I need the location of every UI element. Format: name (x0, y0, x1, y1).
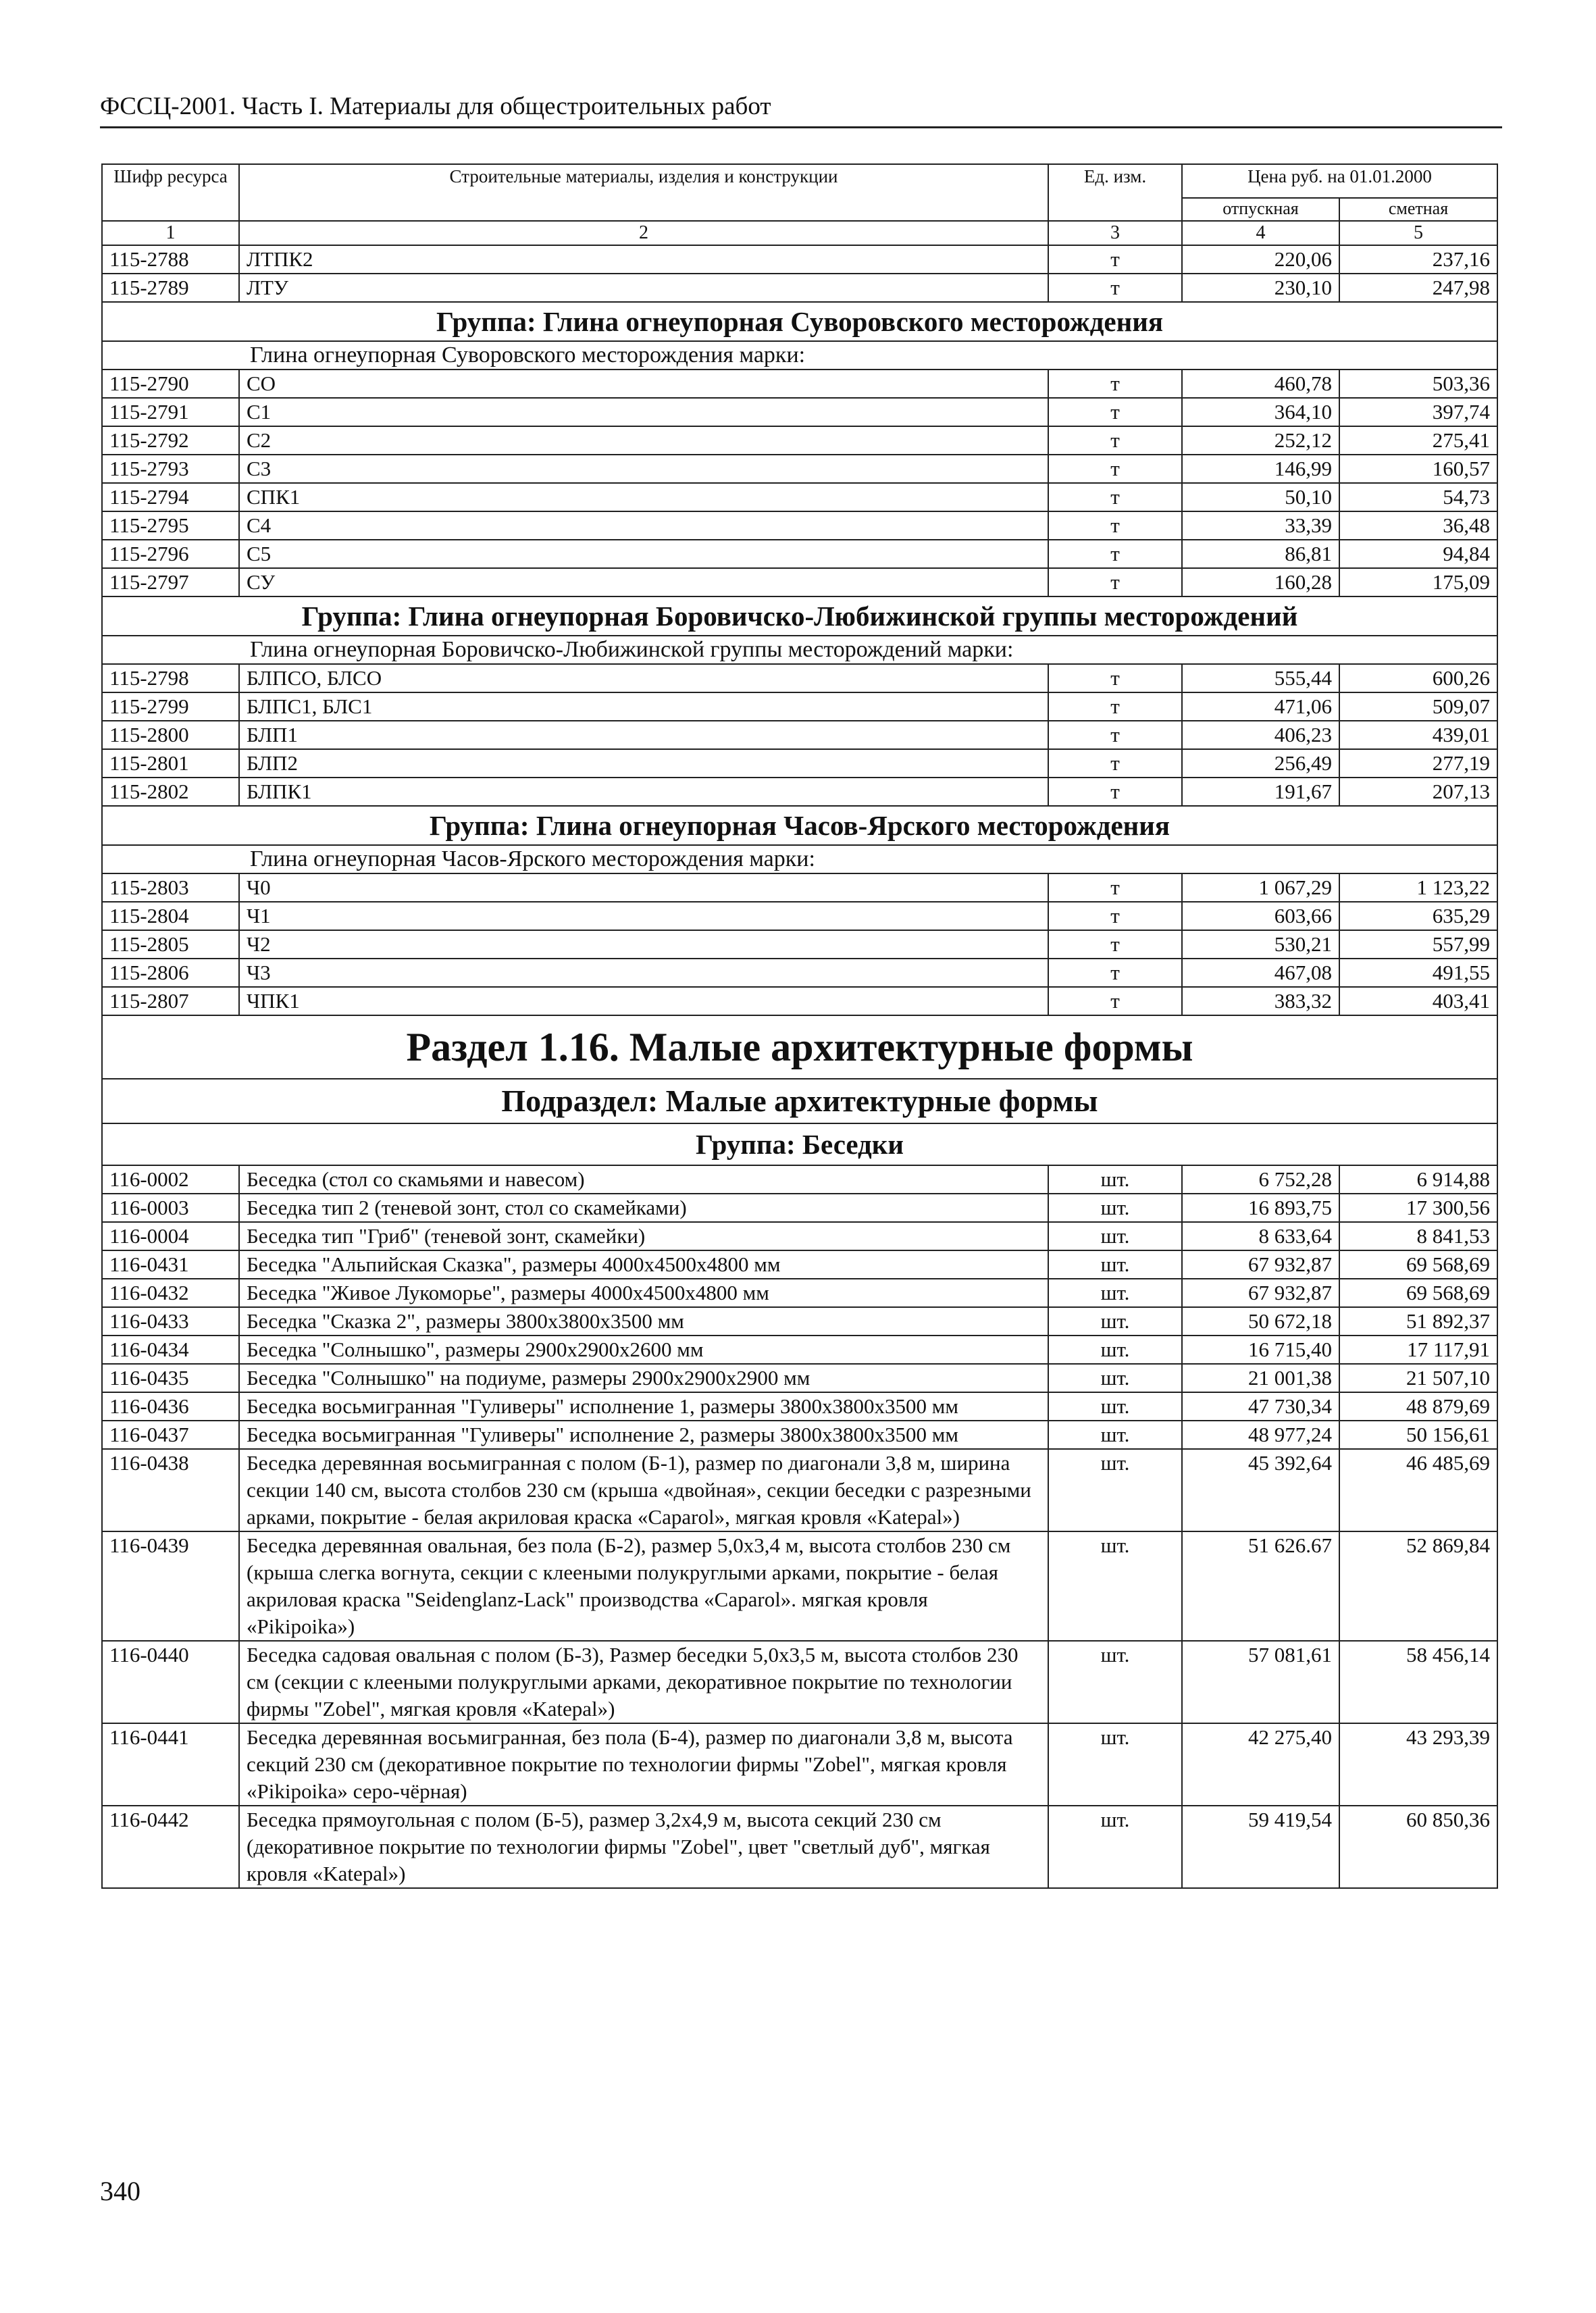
resource-code: 115-2800 (102, 721, 239, 749)
unit: шт. (1048, 1250, 1182, 1279)
resource-code: 115-2791 (102, 398, 239, 426)
table-row (102, 274, 1497, 302)
estimate-price: 60 850,36 (1339, 1806, 1497, 1888)
group-description-row (102, 845, 1497, 873)
table-row (102, 426, 1497, 455)
group-title-row (102, 302, 1497, 341)
resource-code: 116-0438 (102, 1449, 239, 1531)
resource-code: 115-2788 (102, 245, 239, 274)
release-price: 1 067,29 (1182, 873, 1339, 902)
group-title-row (102, 596, 1497, 636)
table-row (102, 778, 1497, 806)
release-price: 364,10 (1182, 398, 1339, 426)
resource-code: 116-0431 (102, 1250, 239, 1279)
material-name: Ч3 (239, 959, 1048, 987)
release-price: 603,66 (1182, 902, 1339, 930)
resource-code: 115-2794 (102, 483, 239, 511)
material-name: Беседка деревянная восьмигранная с полом (Б-1), размер по диагонали 3,8 м, ширина секции 140 см, высота столбов 230 см (крыша «двойная», секции беседки с разрезными арками, покрытие - белая акриловая краска «Caparol», мягкая кровля «Katepal») (239, 1449, 1048, 1531)
material-name: Беседка восьмигранная "Гуливеры" исполнение 2, размеры 3800х3800х3500 мм (239, 1421, 1048, 1449)
estimate-price: 8 841,53 (1339, 1222, 1497, 1250)
resource-code: 116-0432 (102, 1279, 239, 1307)
table-row (102, 398, 1497, 426)
estimate-price: 403,41 (1339, 987, 1497, 1015)
col-number: 2 (239, 221, 1048, 245)
material-name: Беседка тип "Гриб" (теневой зонт, скамейки) (239, 1222, 1048, 1250)
table-row (102, 1194, 1497, 1222)
table-row (102, 692, 1497, 721)
resource-code: 115-2797 (102, 568, 239, 596)
unit: шт. (1048, 1222, 1182, 1250)
release-price: 21 001,38 (1182, 1364, 1339, 1392)
resource-code: 115-2793 (102, 455, 239, 483)
table-row (102, 873, 1497, 902)
resource-code: 115-2803 (102, 873, 239, 902)
group-title: Группа: Глина огнеупорная Боровичско-Любижинской группы месторождений (102, 596, 1497, 636)
group-description: Глина огнеупорная Часов-Ярского месторождения марки: (102, 845, 1497, 873)
estimate-price: 50 156,61 (1339, 1421, 1497, 1449)
table-row (102, 1222, 1497, 1250)
unit: шт. (1048, 1392, 1182, 1421)
estimate-price: 69 568,69 (1339, 1279, 1497, 1307)
table-row (102, 1165, 1497, 1194)
release-price: 59 419,54 (1182, 1806, 1339, 1888)
release-price: 256,49 (1182, 749, 1339, 778)
material-name: БЛПС1, БЛС1 (239, 692, 1048, 721)
unit: т (1048, 511, 1182, 540)
col-number: 1 (102, 221, 239, 245)
release-price: 252,12 (1182, 426, 1339, 455)
subsection-title: Подраздел: Малые архитектурные формы (102, 1079, 1497, 1123)
material-name: С1 (239, 398, 1048, 426)
unit: т (1048, 987, 1182, 1015)
material-name: БЛПСО, БЛСО (239, 664, 1048, 692)
group-title: Группа: Глина огнеупорная Часов-Ярского месторождения (102, 806, 1497, 845)
resource-code: 115-2801 (102, 749, 239, 778)
estimate-price: 54,73 (1339, 483, 1497, 511)
col-header-name: Строительные материалы, изделия и конструкции (239, 164, 1048, 221)
release-price: 230,10 (1182, 274, 1339, 302)
release-price: 67 932,87 (1182, 1250, 1339, 1279)
release-price: 467,08 (1182, 959, 1339, 987)
resource-code: 115-2790 (102, 370, 239, 398)
material-name: Беседка "Солнышко", размеры 2900х2900х2600 мм (239, 1336, 1048, 1364)
material-name: Беседка деревянная овальная, без пола (Б-2), размер 5,0х3,4 м, высота столбов 230 см (крыша слегка вогнута, секции с клееными полукруглыми арками, покрытие - белая акриловая краска "Seidenglanz-Lack" производства «Caparol». мягкая кровля «Pikipoika») (239, 1531, 1048, 1641)
estimate-price: 6 914,88 (1339, 1165, 1497, 1194)
col-header-unit: Ед. изм. (1048, 164, 1182, 221)
unit: т (1048, 568, 1182, 596)
estimate-price: 52 869,84 (1339, 1531, 1497, 1641)
material-name: СО (239, 370, 1048, 398)
section-title: Раздел 1.16. Малые архитектурные формы (102, 1015, 1497, 1079)
unit: шт. (1048, 1307, 1182, 1336)
table-row (102, 483, 1497, 511)
table-row (102, 1364, 1497, 1392)
material-name: ЛТПК2 (239, 245, 1048, 274)
table-row (102, 540, 1497, 568)
release-price: 406,23 (1182, 721, 1339, 749)
material-name: С2 (239, 426, 1048, 455)
price-table (101, 163, 1498, 1889)
page-number: 340 (100, 2176, 140, 2206)
resource-code: 115-2802 (102, 778, 239, 806)
group-title-row (102, 1123, 1497, 1165)
col-number: 5 (1339, 221, 1497, 245)
estimate-price: 503,36 (1339, 370, 1497, 398)
col-header-code: Шифр ресурса (102, 164, 239, 221)
table-row (102, 1307, 1497, 1336)
table-row (102, 749, 1497, 778)
estimate-price: 439,01 (1339, 721, 1497, 749)
resource-code: 115-2798 (102, 664, 239, 692)
material-name: Беседка прямоугольная с полом (Б-5), размер 3,2х4,9 м, высота секций 230 см (декоративное покрытие по технологии фирмы "Zobel", цвет "светлый дуб", мягкая кровля «Katepal») (239, 1806, 1048, 1888)
material-name: Беседка восьмигранная "Гуливеры" исполнение 1, размеры 3800х3800х3500 мм (239, 1392, 1048, 1421)
unit: т (1048, 540, 1182, 568)
unit: шт. (1048, 1531, 1182, 1641)
unit: шт. (1048, 1723, 1182, 1806)
resource-code: 115-2806 (102, 959, 239, 987)
estimate-price: 36,48 (1339, 511, 1497, 540)
release-price: 383,32 (1182, 987, 1339, 1015)
section-title-row (102, 1015, 1497, 1079)
group-description-row (102, 636, 1497, 664)
material-name: ЧПК1 (239, 987, 1048, 1015)
group-description: Глина огнеупорная Суворовского месторождения марки: (102, 341, 1497, 370)
unit: т (1048, 274, 1182, 302)
table-row (102, 455, 1497, 483)
unit: т (1048, 749, 1182, 778)
material-name: Беседка "Сказка 2", размеры 3800х3800х3500 мм (239, 1307, 1048, 1336)
unit: т (1048, 959, 1182, 987)
unit: т (1048, 426, 1182, 455)
release-price: 530,21 (1182, 930, 1339, 959)
table-row (102, 664, 1497, 692)
estimate-price: 635,29 (1339, 902, 1497, 930)
estimate-price: 1 123,22 (1339, 873, 1497, 902)
group-title-row (102, 806, 1497, 845)
resource-code: 116-0434 (102, 1336, 239, 1364)
estimate-price: 397,74 (1339, 398, 1497, 426)
estimate-price: 17 300,56 (1339, 1194, 1497, 1222)
group-title: Группа: Беседки (102, 1123, 1497, 1165)
table-row (102, 959, 1497, 987)
release-price: 48 977,24 (1182, 1421, 1339, 1449)
table-row (102, 1449, 1497, 1531)
resource-code: 116-0439 (102, 1531, 239, 1641)
estimate-price: 237,16 (1339, 245, 1497, 274)
resource-code: 116-0437 (102, 1421, 239, 1449)
release-price: 42 275,40 (1182, 1723, 1339, 1806)
estimate-price: 557,99 (1339, 930, 1497, 959)
resource-code: 115-2789 (102, 274, 239, 302)
group-title: Группа: Глина огнеупорная Суворовского месторождения (102, 302, 1497, 341)
release-price: 16 893,75 (1182, 1194, 1339, 1222)
release-price: 50 672,18 (1182, 1307, 1339, 1336)
unit: т (1048, 930, 1182, 959)
group-description: Глина огнеупорная Боровичско-Любижинской группы месторождений марки: (102, 636, 1497, 664)
table-row (102, 1336, 1497, 1364)
release-price: 8 633,64 (1182, 1222, 1339, 1250)
material-name: Беседка деревянная восьмигранная, без пола (Б-4), размер по диагонали 3,8 м, высота секций 230 см (декоративное покрытие по технологии фирмы "Zobel", мягкая кровля «Pikipoika» серо-чёрная) (239, 1723, 1048, 1806)
release-price: 146,99 (1182, 455, 1339, 483)
release-price: 33,39 (1182, 511, 1339, 540)
col-header-estimate: сметная (1339, 198, 1497, 221)
estimate-price: 21 507,10 (1339, 1364, 1497, 1392)
estimate-price: 247,98 (1339, 274, 1497, 302)
release-price: 191,67 (1182, 778, 1339, 806)
estimate-price: 207,13 (1339, 778, 1497, 806)
release-price: 555,44 (1182, 664, 1339, 692)
table-row (102, 930, 1497, 959)
resource-code: 116-0433 (102, 1307, 239, 1336)
unit: шт. (1048, 1449, 1182, 1531)
column-number-row (102, 221, 1497, 245)
material-name: Беседка "Солнышко" на подиуме, размеры 2900х2900х2900 мм (239, 1364, 1048, 1392)
table-row (102, 245, 1497, 274)
resource-code: 116-0441 (102, 1723, 239, 1806)
release-price: 45 392,64 (1182, 1449, 1339, 1531)
release-price: 57 081,61 (1182, 1641, 1339, 1723)
resource-code: 115-2796 (102, 540, 239, 568)
release-price: 6 752,28 (1182, 1165, 1339, 1194)
estimate-price: 175,09 (1339, 568, 1497, 596)
unit: шт. (1048, 1421, 1182, 1449)
release-price: 47 730,34 (1182, 1392, 1339, 1421)
page-header: ФССЦ-2001. Часть I. Материалы для общестроительных работ (100, 92, 1502, 128)
material-name: Ч2 (239, 930, 1048, 959)
unit: т (1048, 692, 1182, 721)
release-price: 460,78 (1182, 370, 1339, 398)
release-price: 51 626.67 (1182, 1531, 1339, 1641)
material-name: ЛТУ (239, 274, 1048, 302)
unit: шт. (1048, 1279, 1182, 1307)
material-name: Беседка садовая овальная с полом (Б-3), Размер беседки 5,0х3,5 м, высота столбов 230 см (секции с клееными полукруглыми арками, декоративное покрытие по технологии фирмы "Zobel", мягкая кровля «Katepal») (239, 1641, 1048, 1723)
unit: т (1048, 455, 1182, 483)
material-name: Беседка тип 2 (теневой зонт, стол со скамейками) (239, 1194, 1048, 1222)
table-row (102, 902, 1497, 930)
col-number: 4 (1182, 221, 1339, 245)
unit: шт. (1048, 1806, 1182, 1888)
material-name: Беседка "Живое Лукоморье", размеры 4000х4500х4800 мм (239, 1279, 1048, 1307)
col-header-price: Цена руб. на 01.01.2000 (1182, 164, 1497, 198)
material-name: Ч0 (239, 873, 1048, 902)
resource-code: 115-2795 (102, 511, 239, 540)
unit: т (1048, 778, 1182, 806)
table-row (102, 987, 1497, 1015)
subsection-title-row (102, 1079, 1497, 1123)
unit: т (1048, 245, 1182, 274)
release-price: 220,06 (1182, 245, 1339, 274)
release-price: 471,06 (1182, 692, 1339, 721)
material-name: СУ (239, 568, 1048, 596)
estimate-price: 46 485,69 (1339, 1449, 1497, 1531)
group-description-row (102, 341, 1497, 370)
material-name: С4 (239, 511, 1048, 540)
material-name: БЛП1 (239, 721, 1048, 749)
table-row (102, 1250, 1497, 1279)
material-name: БЛП2 (239, 749, 1048, 778)
estimate-price: 69 568,69 (1339, 1250, 1497, 1279)
material-name: Беседка "Альпийская Сказка", размеры 4000х4500х4800 мм (239, 1250, 1048, 1279)
estimate-price: 51 892,37 (1339, 1307, 1497, 1336)
table-row (102, 1806, 1497, 1888)
table-row (102, 568, 1497, 596)
unit: т (1048, 902, 1182, 930)
resource-code: 115-2792 (102, 426, 239, 455)
table-header-row (102, 164, 1497, 198)
estimate-price: 160,57 (1339, 455, 1497, 483)
table-row (102, 1531, 1497, 1641)
estimate-price: 48 879,69 (1339, 1392, 1497, 1421)
estimate-price: 275,41 (1339, 426, 1497, 455)
material-name: С3 (239, 455, 1048, 483)
col-header-release: отпускная (1182, 198, 1339, 221)
col-number: 3 (1048, 221, 1182, 245)
resource-code: 115-2804 (102, 902, 239, 930)
price-table-body (102, 164, 1497, 1888)
resource-code: 116-0002 (102, 1165, 239, 1194)
unit: шт. (1048, 1336, 1182, 1364)
resource-code: 116-0440 (102, 1641, 239, 1723)
estimate-price: 17 117,91 (1339, 1336, 1497, 1364)
table-row (102, 1641, 1497, 1723)
table-row (102, 1421, 1497, 1449)
resource-code: 115-2807 (102, 987, 239, 1015)
estimate-price: 58 456,14 (1339, 1641, 1497, 1723)
release-price: 50,10 (1182, 483, 1339, 511)
unit: шт. (1048, 1641, 1182, 1723)
table-row (102, 1279, 1497, 1307)
estimate-price: 94,84 (1339, 540, 1497, 568)
resource-code: 116-0004 (102, 1222, 239, 1250)
resource-code: 116-0003 (102, 1194, 239, 1222)
resource-code: 116-0442 (102, 1806, 239, 1888)
estimate-price: 600,26 (1339, 664, 1497, 692)
unit: т (1048, 370, 1182, 398)
estimate-price: 509,07 (1339, 692, 1497, 721)
material-name: БЛПК1 (239, 778, 1048, 806)
unit: т (1048, 483, 1182, 511)
table-row (102, 370, 1497, 398)
resource-code: 115-2799 (102, 692, 239, 721)
unit: т (1048, 721, 1182, 749)
unit: т (1048, 873, 1182, 902)
material-name: СПК1 (239, 483, 1048, 511)
table-row (102, 511, 1497, 540)
unit: т (1048, 664, 1182, 692)
unit: шт. (1048, 1165, 1182, 1194)
resource-code: 116-0436 (102, 1392, 239, 1421)
release-price: 160,28 (1182, 568, 1339, 596)
unit: шт. (1048, 1364, 1182, 1392)
release-price: 86,81 (1182, 540, 1339, 568)
material-name: С5 (239, 540, 1048, 568)
material-name: Ч1 (239, 902, 1048, 930)
unit: т (1048, 398, 1182, 426)
resource-code: 116-0435 (102, 1364, 239, 1392)
estimate-price: 491,55 (1339, 959, 1497, 987)
resource-code: 115-2805 (102, 930, 239, 959)
release-price: 16 715,40 (1182, 1336, 1339, 1364)
unit: шт. (1048, 1194, 1182, 1222)
table-row (102, 1392, 1497, 1421)
table-row (102, 721, 1497, 749)
estimate-price: 43 293,39 (1339, 1723, 1497, 1806)
material-name: Беседка (стол со скамьями и навесом) (239, 1165, 1048, 1194)
table-row (102, 1723, 1497, 1806)
estimate-price: 277,19 (1339, 749, 1497, 778)
release-price: 67 932,87 (1182, 1279, 1339, 1307)
